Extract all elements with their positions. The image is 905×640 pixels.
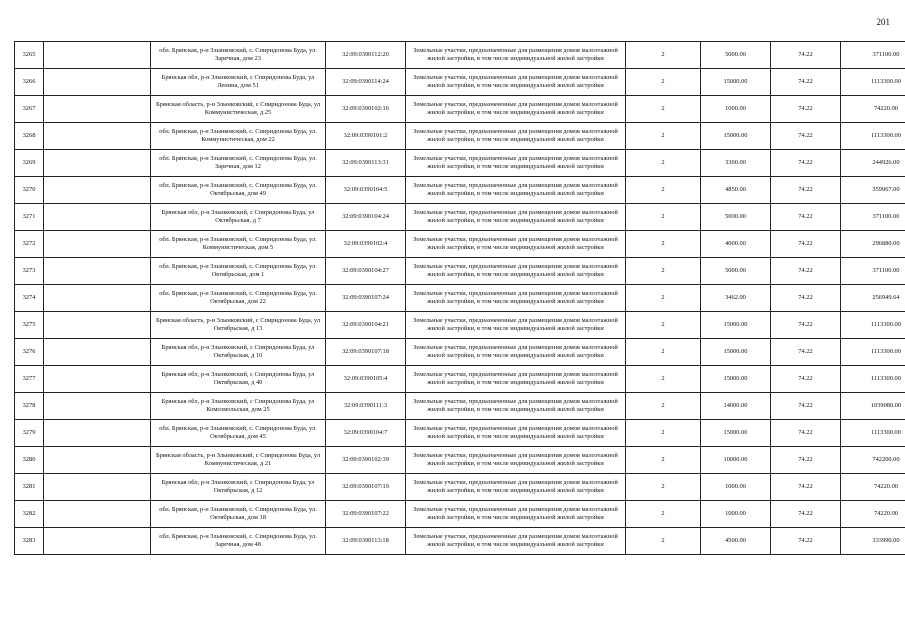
blank-cell	[44, 501, 151, 528]
group-cell: 2	[626, 231, 701, 258]
group-cell: 2	[626, 339, 701, 366]
cadastral-value-cell: 742200.00	[841, 447, 905, 474]
blank-cell	[44, 204, 151, 231]
rate-cell: 74.22	[771, 366, 841, 393]
group-cell: 2	[626, 177, 701, 204]
area-cell: 15000.00	[701, 123, 771, 150]
rate-cell: 74.22	[771, 231, 841, 258]
table-row	[15, 393, 905, 420]
row-number-cell: 3265	[15, 42, 44, 69]
land-use-cell: Земельные участки, предназначенные для размещения домов малоэтажной жилой застройки, в том числе индивидуальной жилой застройки	[406, 285, 626, 312]
table-row	[15, 69, 905, 96]
cadastral-number-cell: 32:09:0390107:18	[326, 339, 406, 366]
land-use-cell: Земельные участки, предназначенные для размещения домов малоэтажной жилой застройки, в том числе индивидуальной жилой застройки	[406, 258, 626, 285]
register-table	[14, 41, 905, 555]
land-use-cell: Земельные участки, предназначенные для размещения домов малоэтажной жилой застройки, в том числе индивидуальной жилой застройки	[406, 123, 626, 150]
blank-cell	[44, 177, 151, 204]
row-number-cell: 3282	[15, 501, 44, 528]
table-row	[15, 204, 905, 231]
land-use-cell: Земельные участки, предназначенные для размещения домов малоэтажной жилой застройки, в том числе индивидуальной жилой застройки	[406, 96, 626, 123]
cadastral-value-cell: 1113300.00	[841, 339, 905, 366]
land-use-cell: Земельные участки, предназначенные для размещения домов малоэтажной жилой застройки, в том числе индивидуальной жилой застройки	[406, 312, 626, 339]
address-cell: обл. Брянская, р-н Злынковский, с. Спиридонова Буда, ул. Заречная, дом 23	[151, 42, 326, 69]
rate-cell: 74.22	[771, 258, 841, 285]
rate-cell: 74.22	[771, 69, 841, 96]
row-number-cell: 3281	[15, 474, 44, 501]
land-use-cell: Земельные участки, предназначенные для размещения домов малоэтажной жилой застройки, в том числе индивидуальной жилой застройки	[406, 204, 626, 231]
rate-cell: 74.22	[771, 393, 841, 420]
land-use-cell: Земельные участки, предназначенные для размещения домов малоэтажной жилой застройки, в том числе индивидуальной жилой застройки	[406, 177, 626, 204]
row-number-cell: 3279	[15, 420, 44, 447]
cadastral-value-cell: 296880.00	[841, 231, 905, 258]
area-cell: 3300.00	[701, 150, 771, 177]
blank-cell	[44, 258, 151, 285]
area-cell: 4000.00	[701, 231, 771, 258]
cadastral-value-cell: 74220.00	[841, 501, 905, 528]
address-cell: Брянская обл, р-н Злынковский, с Спиридонова Буда, ул Ленина, дом 51	[151, 69, 326, 96]
cadastral-number-cell: 32:09:0390102:39	[326, 447, 406, 474]
land-use-cell: Земельные участки, предназначенные для размещения домов малоэтажной жилой застройки, в том числе индивидуальной жилой застройки	[406, 69, 626, 96]
group-cell: 2	[626, 285, 701, 312]
page-number: 201	[876, 17, 890, 27]
cadastral-value-cell: 74220.00	[841, 474, 905, 501]
land-use-cell: Земельные участки, предназначенные для размещения домов малоэтажной жилой застройки, в том числе индивидуальной жилой застройки	[406, 420, 626, 447]
group-cell: 2	[626, 528, 701, 555]
land-use-cell: Земельные участки, предназначенные для размещения домов малоэтажной жилой застройки, в том числе индивидуальной жилой застройки	[406, 231, 626, 258]
blank-cell	[44, 420, 151, 447]
address-cell: обл. Брянская, р-н Злынковский, с. Спиридонова Буда, ул. Октябрьская, дом 1	[151, 258, 326, 285]
table-row	[15, 42, 905, 69]
blank-cell	[44, 42, 151, 69]
table-row	[15, 258, 905, 285]
address-cell: Брянская область, р-н Злынковский, с Спиридонова Буда, ул Коммунистическая, д 25	[151, 96, 326, 123]
blank-cell	[44, 447, 151, 474]
group-cell: 2	[626, 123, 701, 150]
table-row	[15, 339, 905, 366]
row-number-cell: 3274	[15, 285, 44, 312]
land-use-cell: Земельные участки, предназначенные для размещения домов малоэтажной жилой застройки, в том числе индивидуальной жилой застройки	[406, 150, 626, 177]
table-row	[15, 123, 905, 150]
group-cell: 2	[626, 393, 701, 420]
area-cell: 1000.00	[701, 96, 771, 123]
address-cell: обл. Брянская, р-н Злынковский, с. Спиридонова Буда, ул. Октябрьская, дом 18	[151, 501, 326, 528]
group-cell: 2	[626, 96, 701, 123]
cadastral-number-cell: 32:09:0390113:31	[326, 150, 406, 177]
cadastral-number-cell: 32:09:0390112:20	[326, 42, 406, 69]
group-cell: 2	[626, 69, 701, 96]
area-cell: 5000.00	[701, 204, 771, 231]
address-cell: обл. Брянская, р-н Злынковский, с. Спиридонова Буда, ул. Коммунистическая, дом 22	[151, 123, 326, 150]
table-row	[15, 231, 905, 258]
address-cell: обл. Брянская, р-н Злынковский, с. Спиридонова Буда, ул. Заречная, дом 12	[151, 150, 326, 177]
group-cell: 2	[626, 474, 701, 501]
register-table-body	[15, 42, 905, 555]
rate-cell: 74.22	[771, 474, 841, 501]
blank-cell	[44, 474, 151, 501]
row-number-cell: 3278	[15, 393, 44, 420]
area-cell: 4500.00	[701, 528, 771, 555]
cadastral-number-cell: 32:09:0390107:19	[326, 474, 406, 501]
group-cell: 2	[626, 312, 701, 339]
cadastral-value-cell: 1039080.00	[841, 393, 905, 420]
blank-cell	[44, 96, 151, 123]
group-cell: 2	[626, 150, 701, 177]
group-cell: 2	[626, 420, 701, 447]
rate-cell: 74.22	[771, 285, 841, 312]
area-cell: 15000.00	[701, 69, 771, 96]
area-cell: 15000.00	[701, 420, 771, 447]
table-row	[15, 366, 905, 393]
row-number-cell: 3268	[15, 123, 44, 150]
area-cell: 1000.00	[701, 501, 771, 528]
rate-cell: 74.22	[771, 501, 841, 528]
cadastral-number-cell: 32:09:0390101:2	[326, 123, 406, 150]
cadastral-value-cell: 359967.00	[841, 177, 905, 204]
land-use-cell: Земельные участки, предназначенные для размещения домов малоэтажной жилой застройки, в том числе индивидуальной жилой застройки	[406, 447, 626, 474]
blank-cell	[44, 366, 151, 393]
group-cell: 2	[626, 501, 701, 528]
table-row	[15, 150, 905, 177]
rate-cell: 74.22	[771, 177, 841, 204]
row-number-cell: 3275	[15, 312, 44, 339]
row-number-cell: 3277	[15, 366, 44, 393]
table-row	[15, 96, 905, 123]
rate-cell: 74.22	[771, 42, 841, 69]
blank-cell	[44, 285, 151, 312]
cadastral-number-cell: 32:09:0390111:3	[326, 393, 406, 420]
blank-cell	[44, 393, 151, 420]
row-number-cell: 3269	[15, 150, 44, 177]
address-cell: обл. Брянская, р-н Злынковский, с. Спиридонова Буда, ул. Заречная, дом 48	[151, 528, 326, 555]
cadastral-number-cell: 32:09:0390104:21	[326, 312, 406, 339]
rate-cell: 74.22	[771, 420, 841, 447]
land-use-cell: Земельные участки, предназначенные для размещения домов малоэтажной жилой застройки, в том числе индивидуальной жилой застройки	[406, 339, 626, 366]
group-cell: 2	[626, 42, 701, 69]
blank-cell	[44, 528, 151, 555]
cadastral-value-cell: 1113300.00	[841, 366, 905, 393]
land-use-cell: Земельные участки, предназначенные для размещения домов малоэтажной жилой застройки, в том числе индивидуальной жилой застройки	[406, 366, 626, 393]
blank-cell	[44, 231, 151, 258]
cadastral-number-cell: 32:09:0390104:7	[326, 420, 406, 447]
address-cell: Брянская область, р-н Злынковский, с Спиридонова Буда, ул Октябрьская, д 13	[151, 312, 326, 339]
area-cell: 4850.00	[701, 177, 771, 204]
cadastral-number-cell: 32:09:0390107:24	[326, 285, 406, 312]
cadastral-number-cell: 32:09:0390105:4	[326, 366, 406, 393]
area-cell: 15000.00	[701, 312, 771, 339]
cadastral-value-cell: 371100.00	[841, 204, 905, 231]
row-number-cell: 3283	[15, 528, 44, 555]
rate-cell: 74.22	[771, 204, 841, 231]
cadastral-value-cell: 1113300.00	[841, 123, 905, 150]
group-cell: 2	[626, 258, 701, 285]
address-cell: обл. Брянская, р-н Злынковский, с. Спиридонова Буда, ул. Октябрьская, дом 49	[151, 177, 326, 204]
cadastral-value-cell: 371100.00	[841, 258, 905, 285]
table-row	[15, 447, 905, 474]
rate-cell: 74.22	[771, 312, 841, 339]
address-cell: обл. Брянская, р-н Злынковский, с. Спиридонова Буда, ул. Октябрьская, дом 22	[151, 285, 326, 312]
area-cell: 5000.00	[701, 42, 771, 69]
area-cell: 15000.00	[701, 339, 771, 366]
land-use-cell: Земельные участки, предназначенные для размещения домов малоэтажной жилой застройки, в том числе индивидуальной жилой застройки	[406, 42, 626, 69]
cadastral-value-cell: 1113300.00	[841, 69, 905, 96]
cadastral-number-cell: 32:09:0390113:18	[326, 528, 406, 555]
address-cell: Брянская обл, р-н Злынковский, с Спиридонова Буда, ул Комсомольская, дом 25	[151, 393, 326, 420]
cadastral-number-cell: 32:09:0390104:5	[326, 177, 406, 204]
rate-cell: 74.22	[771, 339, 841, 366]
row-number-cell: 3280	[15, 447, 44, 474]
area-cell: 3462.00	[701, 285, 771, 312]
address-cell: Брянская обл, р-н Злынковский, с Спиридонова Буда, ул Октябрьская, д 10	[151, 339, 326, 366]
area-cell: 5000.00	[701, 258, 771, 285]
table-row	[15, 528, 905, 555]
land-use-cell: Земельные участки, предназначенные для размещения домов малоэтажной жилой застройки, в том числе индивидуальной жилой застройки	[406, 501, 626, 528]
table-row	[15, 420, 905, 447]
cadastral-value-cell: 333990.00	[841, 528, 905, 555]
address-cell: Брянская обл, р-н Злынковский, с Спиридонова Буда, ул Октябрьская, д 12	[151, 474, 326, 501]
address-cell: Брянская обл, р-н Злынковский, с Спиридонова Буда, ул Октябрьская, д 40	[151, 366, 326, 393]
cadastral-value-cell: 371100.00	[841, 42, 905, 69]
area-cell: 10000.00	[701, 447, 771, 474]
blank-cell	[44, 123, 151, 150]
blank-cell	[44, 339, 151, 366]
rate-cell: 74.22	[771, 96, 841, 123]
cadastral-number-cell: 32:09:0390102:16	[326, 96, 406, 123]
area-cell: 14000.00	[701, 393, 771, 420]
cadastral-value-cell: 1113300.00	[841, 420, 905, 447]
row-number-cell: 3271	[15, 204, 44, 231]
cadastral-value-cell: 74220.00	[841, 96, 905, 123]
table-row	[15, 474, 905, 501]
row-number-cell: 3266	[15, 69, 44, 96]
table-row	[15, 312, 905, 339]
address-cell: Брянская обл, р-н Злынковский, с Спиридонова Буда, ул Октябрьская, д 7	[151, 204, 326, 231]
cadastral-number-cell: 32:09:0390114:24	[326, 69, 406, 96]
address-cell: обл. Брянская, р-н Злынковский, с. Спиридонова Буда, ул. Октябрьская, дом 45	[151, 420, 326, 447]
rate-cell: 74.22	[771, 150, 841, 177]
blank-cell	[44, 150, 151, 177]
land-use-cell: Земельные участки, предназначенные для размещения домов малоэтажной жилой застройки, в том числе индивидуальной жилой застройки	[406, 474, 626, 501]
rate-cell: 74.22	[771, 447, 841, 474]
table-row	[15, 285, 905, 312]
cadastral-value-cell: 244926.00	[841, 150, 905, 177]
area-cell: 1000.00	[701, 474, 771, 501]
cadastral-number-cell: 32:09:0390104:27	[326, 258, 406, 285]
group-cell: 2	[626, 204, 701, 231]
cadastral-number-cell: 32:09:0390104:24	[326, 204, 406, 231]
rate-cell: 74.22	[771, 123, 841, 150]
table-row	[15, 501, 905, 528]
land-use-cell: Земельные участки, предназначенные для размещения домов малоэтажной жилой застройки, в том числе индивидуальной жилой застройки	[406, 528, 626, 555]
cadastral-number-cell: 32:09:0390107:22	[326, 501, 406, 528]
blank-cell	[44, 312, 151, 339]
table-row	[15, 177, 905, 204]
group-cell: 2	[626, 366, 701, 393]
row-number-cell: 3270	[15, 177, 44, 204]
row-number-cell: 3267	[15, 96, 44, 123]
rate-cell: 74.22	[771, 528, 841, 555]
cadastral-value-cell: 1113300.00	[841, 312, 905, 339]
land-use-cell: Земельные участки, предназначенные для размещения домов малоэтажной жилой застройки, в том числе индивидуальной жилой застройки	[406, 393, 626, 420]
group-cell: 2	[626, 447, 701, 474]
row-number-cell: 3272	[15, 231, 44, 258]
row-number-cell: 3273	[15, 258, 44, 285]
blank-cell	[44, 69, 151, 96]
address-cell: обл. Брянская, р-н Злынковский, с. Спиридонова Буда, ул. Коммунистическая, дом 5	[151, 231, 326, 258]
row-number-cell: 3276	[15, 339, 44, 366]
cadastral-value-cell: 256949.64	[841, 285, 905, 312]
address-cell: Брянская область, р-н Злынковский, с Спиридонова Буда, ул Коммунистическая, д 21	[151, 447, 326, 474]
area-cell: 15000.00	[701, 366, 771, 393]
cadastral-number-cell: 32:09:0390102:4	[326, 231, 406, 258]
